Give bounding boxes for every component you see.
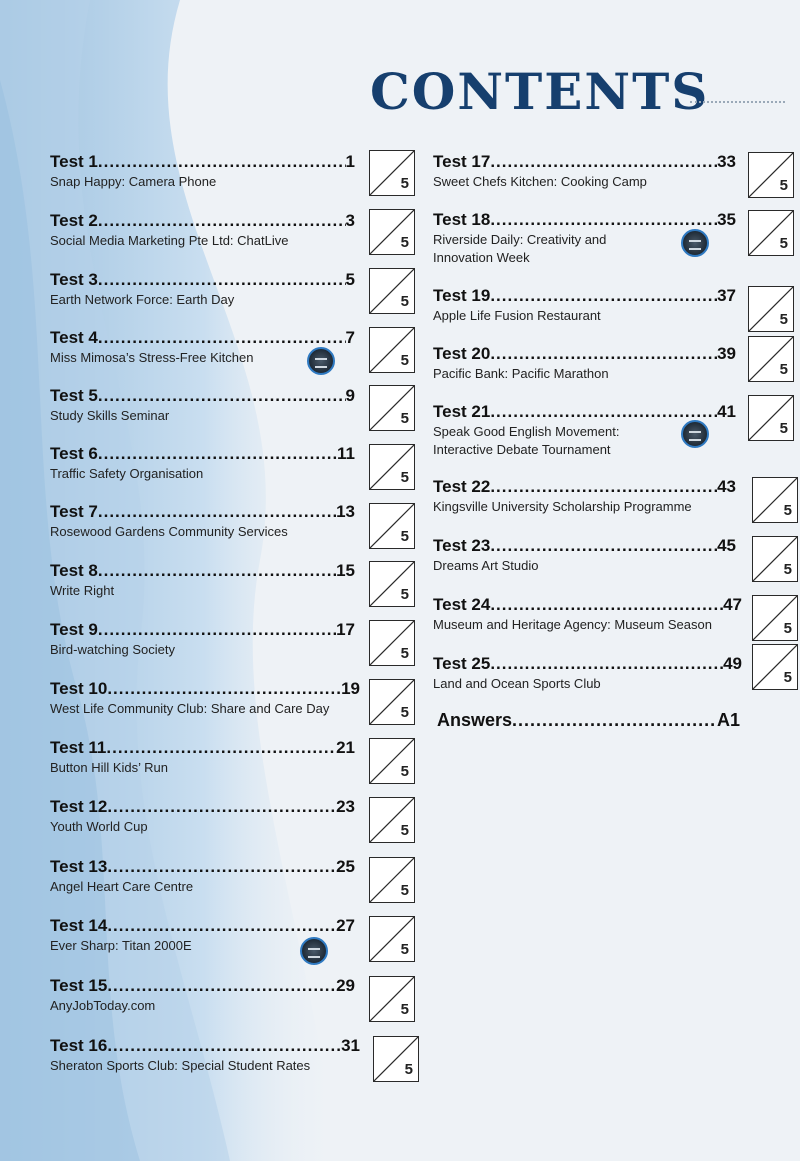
score-box[interactable]: 5 — [748, 336, 794, 382]
score-box[interactable]: 5 — [748, 395, 794, 441]
page-number: 39 — [717, 344, 736, 363]
page-number: 7 — [345, 328, 355, 347]
test-label: Test 22 — [433, 477, 491, 496]
test-subtitle: Earth Network Force: Earth Day — [50, 292, 235, 307]
toc-entry-test-25[interactable] — [433, 654, 742, 692]
test-subtitle: Dreams Art Studio — [433, 558, 539, 573]
title-divider — [690, 101, 785, 103]
toc-entry-test-15[interactable] — [50, 976, 355, 1014]
page-number: 45 — [717, 536, 736, 555]
answers-label: Answers — [437, 710, 513, 730]
page-title: CONTENTS — [370, 62, 710, 121]
toc-entry-test-22[interactable] — [433, 477, 736, 515]
test-label: Test 24 — [433, 595, 491, 614]
page-number: 33 — [717, 152, 736, 171]
test-subtitle: Pacific Bank: Pacific Marathon — [433, 366, 609, 381]
page-number: 35 — [717, 210, 736, 229]
toc-entry-test-3[interactable] — [50, 270, 355, 308]
toc-entry-test-7[interactable] — [50, 502, 355, 540]
audio-cd-icon — [681, 229, 709, 257]
page-number: 27 — [336, 916, 355, 935]
toc-entry-test-2[interactable] — [50, 211, 355, 249]
test-label: Test 4 — [50, 328, 98, 347]
score-box[interactable]: 5 — [369, 679, 415, 725]
toc-entry-test-20[interactable] — [433, 344, 736, 382]
test-subtitle: Button Hill Kids’ Run — [50, 760, 169, 775]
test-label: Test 16 — [50, 1036, 108, 1055]
toc-entry-test-9[interactable] — [50, 620, 355, 658]
score-box[interactable]: 5 — [369, 385, 415, 431]
page-number: 41 — [717, 402, 736, 421]
test-subtitle: Speak Good English Movement: — [433, 424, 620, 439]
test-subtitle: Snap Happy: Camera Phone — [50, 174, 217, 189]
score-box[interactable]: 5 — [369, 444, 415, 490]
score-box[interactable]: 5 — [748, 210, 794, 256]
test-subtitle: Social Media Marketing Pte Ltd: ChatLive — [50, 233, 289, 248]
score-box[interactable]: 5 — [369, 738, 415, 784]
test-subtitle: Ever Sharp: Titan 2000E — [50, 938, 192, 953]
test-label: Test 18 — [433, 210, 491, 229]
toc-entry-test-23[interactable] — [433, 536, 736, 574]
toc-entry-test-12[interactable] — [50, 797, 355, 835]
test-label: Test 23 — [433, 536, 491, 555]
page-number: 47 — [723, 595, 742, 614]
score-box[interactable]: 5 — [369, 561, 415, 607]
page-number: 15 — [336, 561, 355, 580]
toc-entry-test-10[interactable] — [50, 679, 360, 717]
test-label: Test 14 — [50, 916, 108, 935]
test-label: Test 13 — [50, 857, 108, 876]
test-label: Test 5 — [50, 386, 98, 405]
test-subtitle: Sheraton Sports Club: Special Student Rates — [50, 1058, 311, 1073]
test-subtitle: West Life Community Club: Share and Care Day — [50, 701, 330, 716]
score-box[interactable]: 5 — [369, 503, 415, 549]
test-subtitle: Write Right — [50, 583, 115, 598]
score-box[interactable]: 5 — [369, 150, 415, 196]
test-subtitle: Traffic Safety Organisation — [50, 466, 204, 481]
toc-entry-test-8[interactable] — [50, 561, 355, 599]
page-number: 29 — [336, 976, 355, 995]
test-label: Test 9 — [50, 620, 98, 639]
test-subtitle: Bird-watching Society — [50, 642, 175, 657]
test-label: Test 17 — [433, 152, 491, 171]
toc-entry-test-17[interactable] — [433, 152, 736, 190]
test-label: Test 20 — [433, 344, 491, 363]
test-subtitle: AnyJobToday.com — [50, 998, 156, 1013]
test-subtitle: Land and Ocean Sports Club — [433, 676, 601, 691]
score-box[interactable]: 5 — [369, 268, 415, 314]
page-number: 19 — [341, 679, 360, 698]
score-box[interactable]: 5 — [369, 976, 415, 1022]
page-number: 1 — [345, 152, 355, 171]
test-subtitle: Study Skills Seminar — [50, 408, 170, 423]
test-subtitle: Riverside Daily: Creativity and — [433, 232, 607, 247]
score-box[interactable]: 5 — [369, 327, 415, 373]
test-label: Test 19 — [433, 286, 491, 305]
test-label: Test 7 — [50, 502, 98, 521]
test-subtitle: Miss Mimosa’s Stress-Free Kitchen — [50, 350, 254, 365]
test-label: Test 6 — [50, 444, 98, 463]
test-subtitle-line-2: Interactive Debate Tournament — [433, 442, 611, 457]
test-subtitle: Museum and Heritage Agency: Museum Season — [433, 617, 712, 632]
page-number: 21 — [336, 738, 355, 757]
page-number: 5 — [345, 270, 355, 289]
test-label: Test 12 — [50, 797, 108, 816]
test-subtitle: Kingsville University Scholarship Programme — [433, 499, 692, 514]
toc-entry-test-1[interactable] — [50, 152, 355, 190]
score-box[interactable]: 5 — [369, 209, 415, 255]
audio-cd-icon — [681, 420, 709, 448]
toc-entry-test-19[interactable] — [433, 286, 736, 324]
test-subtitle: Apple Life Fusion Restaurant — [433, 308, 601, 323]
test-label: Test 15 — [50, 976, 108, 995]
page-number: 13 — [336, 502, 355, 521]
audio-cd-icon — [307, 347, 335, 375]
toc-entry-test-16[interactable] — [50, 1036, 360, 1074]
score-box[interactable]: 5 — [752, 536, 798, 582]
score-box[interactable]: 5 — [748, 286, 794, 332]
test-subtitle: Angel Heart Care Centre — [50, 879, 194, 894]
audio-cd-icon — [300, 937, 328, 965]
score-box[interactable]: 5 — [369, 797, 415, 843]
page-number: 17 — [336, 620, 355, 639]
test-subtitle-line-2: Innovation Week — [433, 250, 530, 265]
toc-entry-test-6[interactable] — [50, 444, 355, 482]
test-label: Test 2 — [50, 211, 98, 230]
test-label: Test 3 — [50, 270, 98, 289]
page-number: 31 — [341, 1036, 360, 1055]
page-number: A1 — [716, 710, 740, 730]
toc-entry-test-13[interactable] — [50, 857, 355, 895]
page-number: 9 — [345, 386, 355, 405]
toc-entry-answers[interactable] — [437, 710, 740, 730]
score-box[interactable]: 5 — [752, 644, 798, 690]
test-subtitle: Sweet Chefs Kitchen: Cooking Camp — [433, 174, 647, 189]
score-box[interactable]: 5 — [369, 916, 415, 962]
page-number: 37 — [717, 286, 736, 305]
toc-entry-test-5[interactable] — [50, 386, 355, 424]
test-label: Test 11 — [50, 738, 107, 757]
score-box[interactable]: 5 — [752, 477, 798, 523]
test-label: Test 25 — [433, 654, 491, 673]
test-label: Test 8 — [50, 561, 98, 580]
page-number: 11 — [337, 444, 355, 463]
score-box[interactable]: 5 — [369, 620, 415, 666]
score-box[interactable]: 5 — [748, 152, 794, 198]
test-subtitle: Youth World Cup — [50, 819, 148, 834]
score-box[interactable]: 5 — [373, 1036, 419, 1082]
test-label: Test 10 — [50, 679, 108, 698]
page-number: 43 — [717, 477, 736, 496]
test-subtitle: Rosewood Gardens Community Services — [50, 524, 288, 539]
test-label: Test 21 — [433, 402, 491, 421]
toc-entry-test-24[interactable] — [433, 595, 742, 633]
score-box[interactable]: 5 — [369, 857, 415, 903]
toc-entry-test-11[interactable] — [50, 738, 355, 776]
test-label: Test 1 — [50, 152, 98, 171]
page-number: 25 — [336, 857, 355, 876]
score-box[interactable]: 5 — [752, 595, 798, 641]
page-number: 3 — [345, 211, 355, 230]
page-number: 23 — [336, 797, 355, 816]
page-number: 49 — [723, 654, 742, 673]
